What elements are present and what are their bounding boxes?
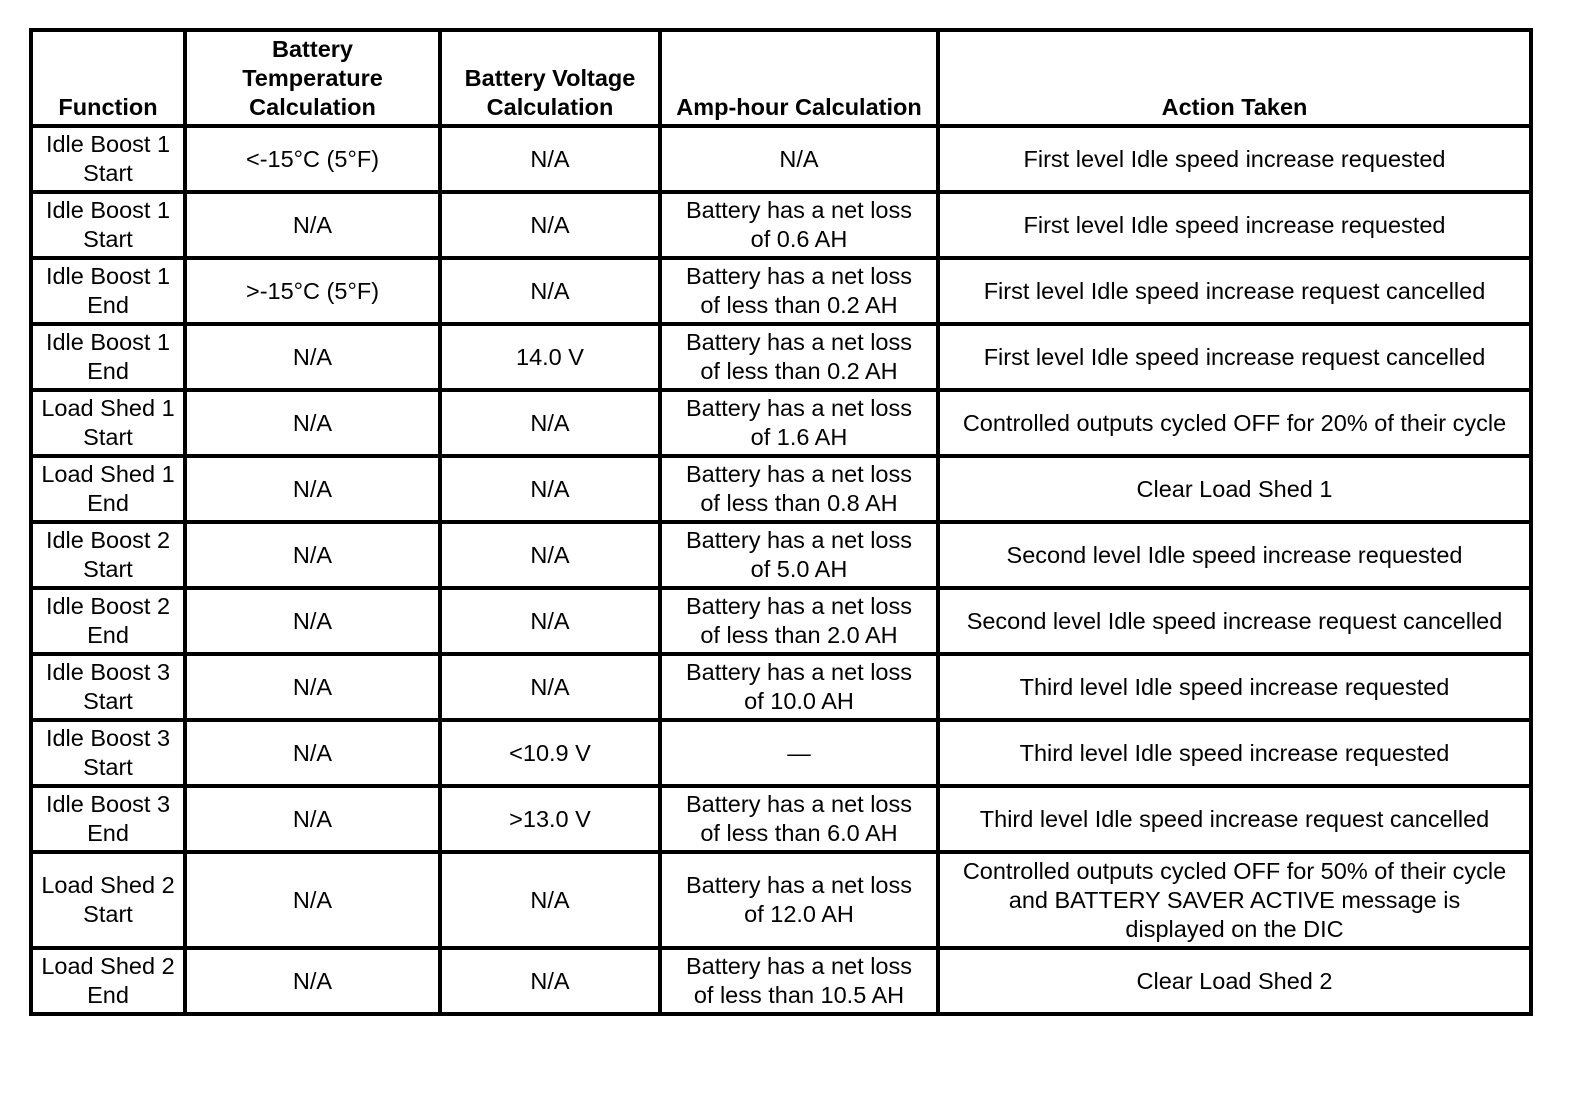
cell-voltage: N/A — [440, 588, 660, 654]
cell-action: Third level Idle speed increase requested — [938, 654, 1531, 720]
cell-amphour: — — [660, 720, 938, 786]
cell-temperature: N/A — [185, 390, 440, 456]
table-row — [31, 948, 1531, 1014]
table-row — [31, 720, 1531, 786]
cell-temperature: N/A — [185, 654, 440, 720]
cell-function: Idle Boost 1 End — [31, 324, 185, 390]
cell-amphour: Battery has a net loss of less than 0.2 AH — [660, 258, 938, 324]
header-temperature: Battery Temperature Calculation — [185, 30, 440, 126]
cell-function: Load Shed 1 End — [31, 456, 185, 522]
header-action: Action Taken — [938, 30, 1531, 126]
cell-voltage: N/A — [440, 258, 660, 324]
cell-voltage: >13.0 V — [440, 786, 660, 852]
cell-voltage: N/A — [440, 192, 660, 258]
cell-amphour: Battery has a net loss of 5.0 AH — [660, 522, 938, 588]
table-row — [31, 786, 1531, 852]
header-function: Function — [31, 30, 185, 126]
cell-voltage: N/A — [440, 852, 660, 948]
cell-temperature: N/A — [185, 324, 440, 390]
cell-function: Idle Boost 3 End — [31, 786, 185, 852]
cell-amphour: Battery has a net loss of less than 0.8 AH — [660, 456, 938, 522]
cell-function: Idle Boost 1 End — [31, 258, 185, 324]
cell-voltage: <10.9 V — [440, 720, 660, 786]
header-voltage: Battery Voltage Calculation — [440, 30, 660, 126]
cell-function: Idle Boost 2 Start — [31, 522, 185, 588]
cell-temperature: N/A — [185, 948, 440, 1014]
cell-action: Clear Load Shed 2 — [938, 948, 1531, 1014]
cell-amphour: Battery has a net loss of 0.6 AH — [660, 192, 938, 258]
cell-amphour: Battery has a net loss of 1.6 AH — [660, 390, 938, 456]
cell-voltage: N/A — [440, 126, 660, 192]
cell-temperature: N/A — [185, 588, 440, 654]
cell-voltage: N/A — [440, 522, 660, 588]
cell-amphour: Battery has a net loss of less than 10.5 AH — [660, 948, 938, 1014]
cell-temperature: N/A — [185, 456, 440, 522]
table-row — [31, 588, 1531, 654]
table-row — [31, 852, 1531, 948]
table-row — [31, 126, 1531, 192]
header-amphour: Amp-hour Calculation — [660, 30, 938, 126]
cell-voltage: N/A — [440, 456, 660, 522]
cell-temperature: N/A — [185, 192, 440, 258]
table-row — [31, 258, 1531, 324]
cell-temperature: N/A — [185, 786, 440, 852]
table-row — [31, 522, 1531, 588]
cell-function: Idle Boost 1 Start — [31, 126, 185, 192]
cell-function: Idle Boost 3 Start — [31, 654, 185, 720]
cell-voltage: 14.0 V — [440, 324, 660, 390]
cell-amphour: N/A — [660, 126, 938, 192]
cell-amphour: Battery has a net loss of less than 0.2 AH — [660, 324, 938, 390]
table-row — [31, 456, 1531, 522]
cell-temperature: <-15°C (5°F) — [185, 126, 440, 192]
cell-action: First level Idle speed increase requested — [938, 192, 1531, 258]
cell-action: Clear Load Shed 1 — [938, 456, 1531, 522]
cell-temperature: N/A — [185, 720, 440, 786]
cell-voltage: N/A — [440, 654, 660, 720]
battery-management-table — [29, 28, 1533, 1016]
cell-action: First level Idle speed increase request cancelled — [938, 258, 1531, 324]
cell-amphour: Battery has a net loss of 10.0 AH — [660, 654, 938, 720]
cell-action: First level Idle speed increase request cancelled — [938, 324, 1531, 390]
cell-amphour: Battery has a net loss of 12.0 AH — [660, 852, 938, 948]
cell-action: Controlled outputs cycled OFF for 50% of their cycle and BATTERY SAVER ACTIVE message is displayed on the DIC — [938, 852, 1531, 948]
cell-action: Third level Idle speed increase requested — [938, 720, 1531, 786]
cell-action: Third level Idle speed increase request cancelled — [938, 786, 1531, 852]
header-row — [31, 30, 1531, 126]
cell-voltage: N/A — [440, 948, 660, 1014]
cell-function: Idle Boost 3 Start — [31, 720, 185, 786]
table-row — [31, 324, 1531, 390]
cell-function: Load Shed 1 Start — [31, 390, 185, 456]
cell-temperature: N/A — [185, 522, 440, 588]
cell-temperature: N/A — [185, 852, 440, 948]
table-row — [31, 192, 1531, 258]
cell-action: Second level Idle speed increase requested — [938, 522, 1531, 588]
cell-action: Controlled outputs cycled OFF for 20% of their cycle — [938, 390, 1531, 456]
cell-function: Idle Boost 2 End — [31, 588, 185, 654]
cell-action: Second level Idle speed increase request cancelled — [938, 588, 1531, 654]
cell-amphour: Battery has a net loss of less than 2.0 AH — [660, 588, 938, 654]
cell-function: Idle Boost 1 Start — [31, 192, 185, 258]
cell-voltage: N/A — [440, 390, 660, 456]
table-row — [31, 390, 1531, 456]
cell-function: Load Shed 2 Start — [31, 852, 185, 948]
cell-amphour: Battery has a net loss of less than 6.0 AH — [660, 786, 938, 852]
cell-temperature: >-15°C (5°F) — [185, 258, 440, 324]
cell-function: Load Shed 2 End — [31, 948, 185, 1014]
table-row — [31, 654, 1531, 720]
cell-action: First level Idle speed increase requested — [938, 126, 1531, 192]
